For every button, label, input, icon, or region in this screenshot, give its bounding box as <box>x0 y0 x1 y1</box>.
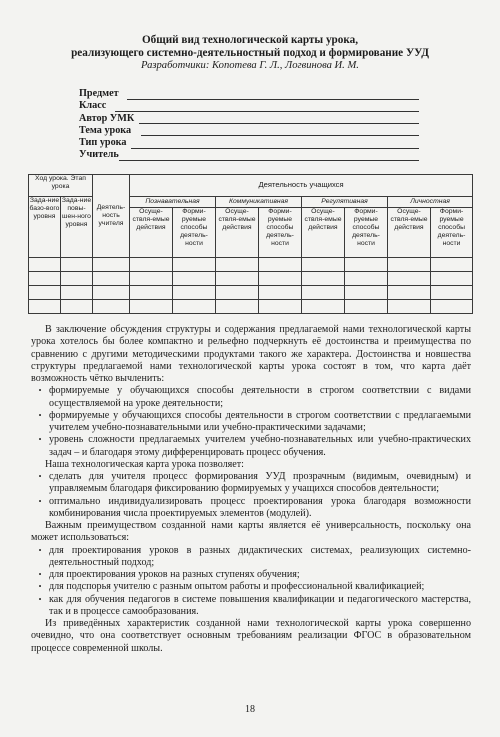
list-item: • уровень сложности предлагаемых учителем учебно-познавательных или учебно-практических задач – и благодаря этому дифференцировать процесс обучения. <box>31 434 471 459</box>
header-stage: Ход урока. Этап урока <box>29 175 93 197</box>
group-communicative: Коммуникативная <box>216 196 302 207</box>
list-item: • сделать для учителя процесс формирования УУД прозрачным (видимым, очевидным) и управляемым благодаря фиксированию формируемых у учащихся способов деятельности; <box>31 471 471 496</box>
lesson-info-form <box>79 88 419 162</box>
bullet-icon: • <box>38 410 42 420</box>
header-task-advanced: Зада-ние повы-шен-ного уровня <box>61 196 93 257</box>
paragraph: Наша технологическая карта урока позволяет: <box>45 458 244 470</box>
table-row <box>29 285 473 299</box>
sub-formed-methods: Форми-руемые способы деятель-ности <box>345 207 388 257</box>
list-item: • формируемые у обучающихся способы деятельности в строгом соответствии с предлагаемыми учителем учебно-познавательными или учебно-практическими задачами; <box>31 410 471 435</box>
header-students-activity: Деятельность учащихся <box>130 175 473 197</box>
list-item: • для проектирования уроков на разных ступенях обучения; <box>31 569 471 581</box>
group-regulatory: Регулятивная <box>302 196 388 207</box>
list-item: • оптимально индивидуализировать процесс проектирования урока благодаря возможности комбинирования числа проектируемых элементов (модулей). <box>31 496 471 521</box>
form-label: Учитель <box>79 149 119 161</box>
bullet-icon: • <box>38 472 42 481</box>
form-row-class <box>79 100 419 112</box>
form-fill-line <box>119 160 419 161</box>
form-row-lesson-topic <box>79 125 419 137</box>
bullet-icon: • <box>38 435 42 445</box>
form-row-lesson-type <box>79 137 419 149</box>
bullet-icon: • <box>38 386 42 396</box>
page-number: 18 <box>245 704 255 715</box>
developers-line: Разработчики: Копотева Г. Л., Логвинова И. М. <box>141 60 359 71</box>
list-item: • для подспорья учителю с разным опытом работы и профессиональной квалификацией; <box>31 581 471 593</box>
sub-formed-methods: Форми-руемые способы деятель-ности <box>173 207 216 257</box>
sub-formed-methods: Форми-руемые способы деятель-ности <box>431 207 473 257</box>
group-personal: Личностная <box>388 196 473 207</box>
list-item: • как для обучения педагогов в системе повышения квалификации и педагогического мастерства, так и в процессе самообразования. <box>31 594 471 619</box>
bullet-icon: • <box>38 496 42 506</box>
paragraph: Важным преимуществом созданной нами карты является её универсальность, поскольку она может использоваться: <box>31 520 471 544</box>
form-label: Тема урока <box>79 124 132 136</box>
form-label: Предмет <box>79 88 119 99</box>
sub-performed-actions: Осуще-ствля-емые действия <box>388 207 431 257</box>
form-row-umk-author <box>79 113 419 125</box>
title-line-1: Общий вид технологической карты урока, <box>141 34 359 46</box>
list-item: • формируемые у обучающихся способы деятельности в строгом соответствии с видами осуществляемой на уроке деятельности; <box>31 385 471 410</box>
bullet-icon: • <box>38 594 42 604</box>
table-row <box>29 271 473 285</box>
title-line-2: реализующего системно-деятельностный подход и формирование УУД <box>71 47 429 59</box>
form-row-subject <box>79 88 419 100</box>
sub-performed-actions: Осуще-ствля-емые действия <box>302 207 345 257</box>
bullet-icon: • <box>38 582 42 592</box>
form-label: Класс <box>79 100 107 112</box>
list-item: • для проектирования уроков в разных дидактических системах, реализующих системно-деятельностный подход; <box>31 545 471 570</box>
group-cognitive: Познавательная <box>130 196 216 207</box>
lesson-map-table <box>28 174 473 314</box>
body-text <box>31 324 471 655</box>
sub-formed-methods: Форми-руемые способы деятель-ности <box>259 207 302 257</box>
table-row <box>29 299 473 313</box>
sub-performed-actions: Осуще-ствля-емые действия <box>130 207 173 257</box>
form-label: Тип урока <box>79 137 127 149</box>
paragraph: Из приведённых характеристик созданной нами технологической карты урока совершенно очевидно, что она соответствует основным требованиям реализации ФГОС в образовательном процессе современной школы. <box>31 618 471 654</box>
header-task-base: Зада-ние базо-вого уровня <box>29 196 61 257</box>
table-row <box>29 257 473 271</box>
header-teacher-activity: Деятель-ность учителя <box>93 175 130 258</box>
form-row-teacher <box>79 149 419 161</box>
sub-performed-actions: Осуще-ствля-емые действия <box>216 207 259 257</box>
bullet-icon: • <box>38 570 42 579</box>
paragraph: В заключение обсуждения структуры и содержания предлагаемой нами технологической карты урока хотелось бы более компактно и рельефно подчеркнуть её достоинства и преимущества по сравнению с другими методическими продуктами такого же характера. Достоинства и новшества структуры предлагаемой нами технологической карты урока состоят в том, что карта даёт возможность чётко вычленить: <box>31 324 471 384</box>
form-label: Автор УМК <box>79 112 135 124</box>
bullet-icon: • <box>38 545 42 555</box>
